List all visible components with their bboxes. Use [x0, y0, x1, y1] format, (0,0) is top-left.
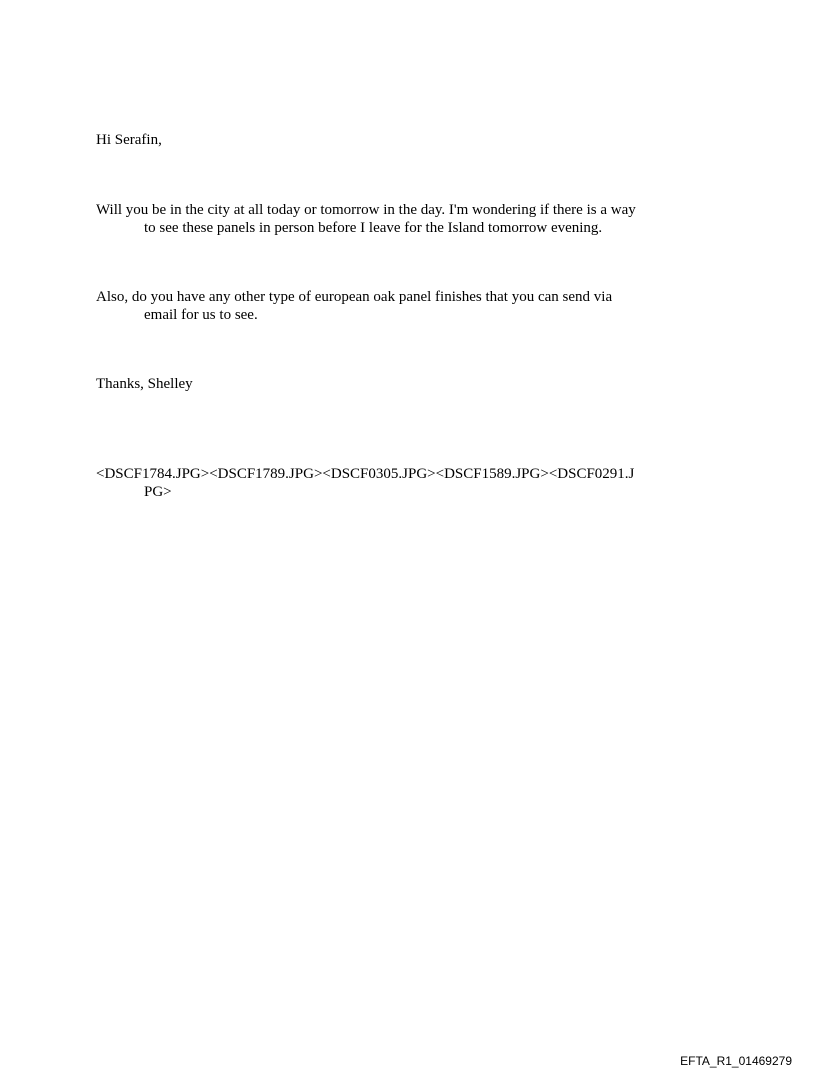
paragraph2-line2: email for us to see. — [144, 307, 258, 323]
email-attachment-list — [96, 465, 686, 501]
email-paragraph-oak-finishes — [96, 288, 686, 324]
email-paragraph-panels-visit — [96, 201, 686, 237]
greeting-text: Hi Serafin, — [96, 132, 162, 148]
paragraph2-line1: Also, do you have any other type of european oak panel finishes that you can send via — [96, 289, 613, 305]
email-signoff — [96, 375, 686, 393]
signoff-text: Thanks, Shelley — [96, 376, 193, 392]
attachments-line2: PG> — [144, 484, 172, 500]
attachments-line1: <DSCF1784.JPG><DSCF1789.JPG><DSCF0305.JPG><DSCF1589.JPG><DSCF0291.J — [96, 466, 635, 482]
paragraph1-line2: to see these panels in person before I leave for the Island tomorrow evening. — [144, 220, 603, 236]
document-id-footer: EFTA_R1_01469279 — [680, 1054, 792, 1068]
paragraph1-line1: Will you be in the city at all today or tomorrow in the day. I'm wondering if there is a way — [96, 202, 636, 218]
email-greeting — [96, 131, 686, 149]
